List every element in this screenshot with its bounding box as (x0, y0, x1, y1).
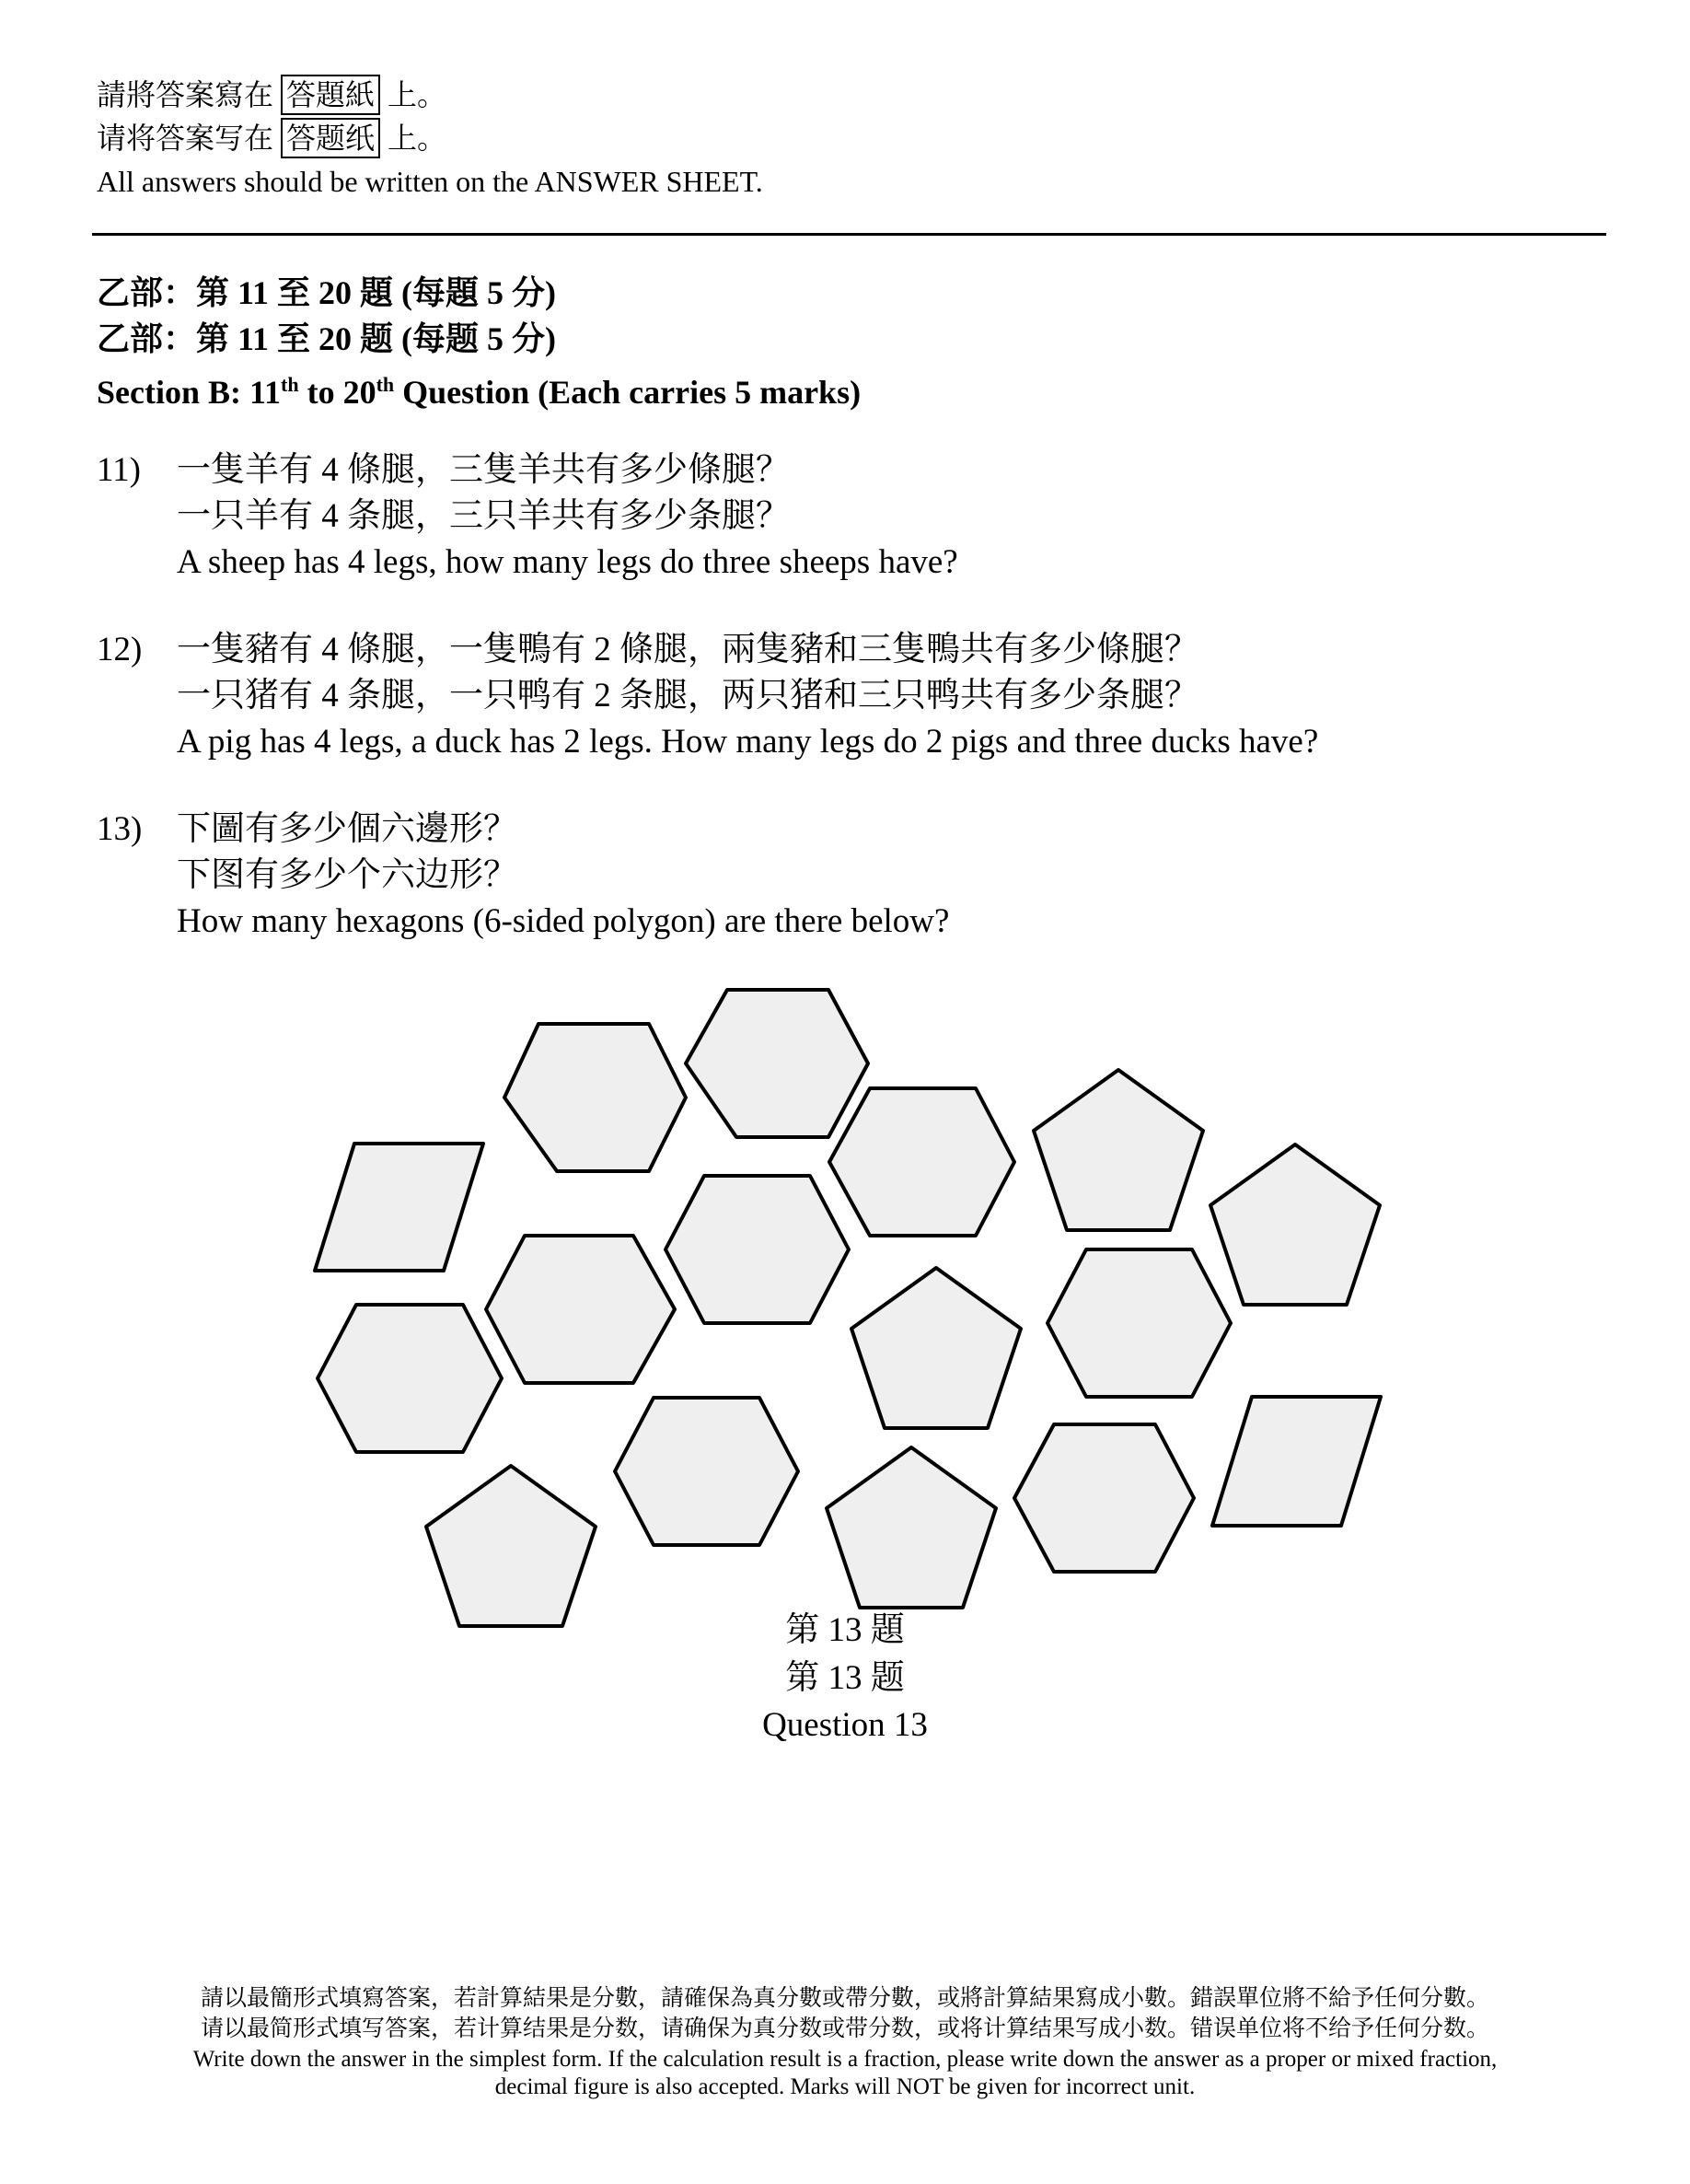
hexagon-shape (486, 1236, 675, 1383)
section-title-part: Section B: 11 (97, 374, 282, 411)
figure-caption-english: Question 13 (762, 1706, 928, 1744)
question-text-simplified: 一只羊有 4 条腿，三只羊共有多少条腿？ (177, 497, 790, 535)
question-text-simplified: 下图有多少个六边形？ (177, 856, 517, 894)
instruction-suffix: 上。 (388, 78, 447, 111)
question-text-traditional: 一隻豬有 4 條腿，一隻鴨有 2 條腿，兩隻豬和三隻鴨共有多少條腿？ (177, 631, 1198, 668)
hexagon-shape (666, 1176, 849, 1323)
hexagon-shape (1048, 1249, 1231, 1397)
pentagon-shape (827, 1447, 996, 1608)
answer-sheet-box: 答題紙 (281, 75, 380, 115)
pentagon-shape (851, 1268, 1021, 1428)
question-text-english: A sheep has 4 legs, how many legs do three sheeps have? (177, 543, 958, 581)
section-title-traditional: 乙部：第 11 至 20 題 (每題 5 分) (97, 274, 556, 311)
footer-note-english-2: decimal figure is also accepted. Marks will NOT be given for incorrect unit. (494, 2074, 1196, 2099)
question-text-simplified: 一只猪有 4 条腿，一只鸭有 2 条腿，两只猪和三只鸭共有多少条腿？ (177, 677, 1198, 714)
instruction-prefix: 請將答案寫在 (97, 78, 274, 111)
pentagon-shape (1034, 1070, 1203, 1230)
hexagon-shape (1014, 1424, 1194, 1572)
question-text-traditional: 下圖有多少個六邊形？ (177, 810, 517, 848)
section-title-simplified: 乙部：第 11 至 20 题 (每题 5 分) (97, 320, 556, 357)
figure-caption-traditional: 第 13 題 (785, 1611, 905, 1649)
footer-note-simplified: 请以最简形式填写答案，若计算结果是分数，请确保为真分数或带分数，或将计算结果写成小数。错误单位将不给予任何分数。 (200, 2016, 1489, 2041)
footer-note-english-1: Write down the answer in the simplest form. If the calculation result is a fraction, please write down the answer as a proper or mixed fraction, (192, 2047, 1498, 2072)
question-number: 13) (97, 810, 143, 848)
pentagon-shape (426, 1466, 596, 1626)
question-number: 12) (97, 631, 143, 668)
hexagon-shape (504, 1024, 686, 1171)
parallelogram-shape (315, 1144, 483, 1271)
footer-note-traditional: 請以最簡形式填寫答案，若計算結果是分數，請確保為真分數或帶分數，或將計算結果寫成小數。錯誤單位將不給予任何分數。 (200, 1986, 1489, 2011)
pentagon-shape (1210, 1144, 1380, 1305)
section-title-part: to 20 (298, 374, 376, 411)
hexagon-shape (829, 1088, 1014, 1236)
hexagon-shape (615, 1398, 798, 1545)
hexagon-shape (318, 1305, 502, 1452)
parallelogram-shape (1212, 1397, 1381, 1526)
section-title-part: Question (Each carries 5 marks) (394, 374, 862, 411)
hexagon-shape (686, 990, 868, 1137)
answer-sheet-box: 答题纸 (281, 118, 380, 158)
question-number: 11) (97, 451, 141, 489)
question-text-english: A pig has 4 legs, a duck has 2 legs. How many legs do 2 pigs and three ducks have? (177, 723, 1319, 761)
question-text-traditional: 一隻羊有 4 條腿，三隻羊共有多少條腿？ (177, 451, 790, 489)
figure-caption-simplified: 第 13 题 (785, 1659, 905, 1697)
superscript-th: th (281, 373, 299, 396)
instruction-line-english: All answers should be written on the ANSWER SHEET. (97, 165, 763, 198)
superscript-th: th (376, 373, 395, 396)
question-text-english: How many hexagons (6-sided polygon) are there below? (177, 902, 950, 940)
instruction-prefix: 请将答案写在 (97, 122, 274, 155)
instruction-suffix: 上。 (388, 122, 447, 155)
